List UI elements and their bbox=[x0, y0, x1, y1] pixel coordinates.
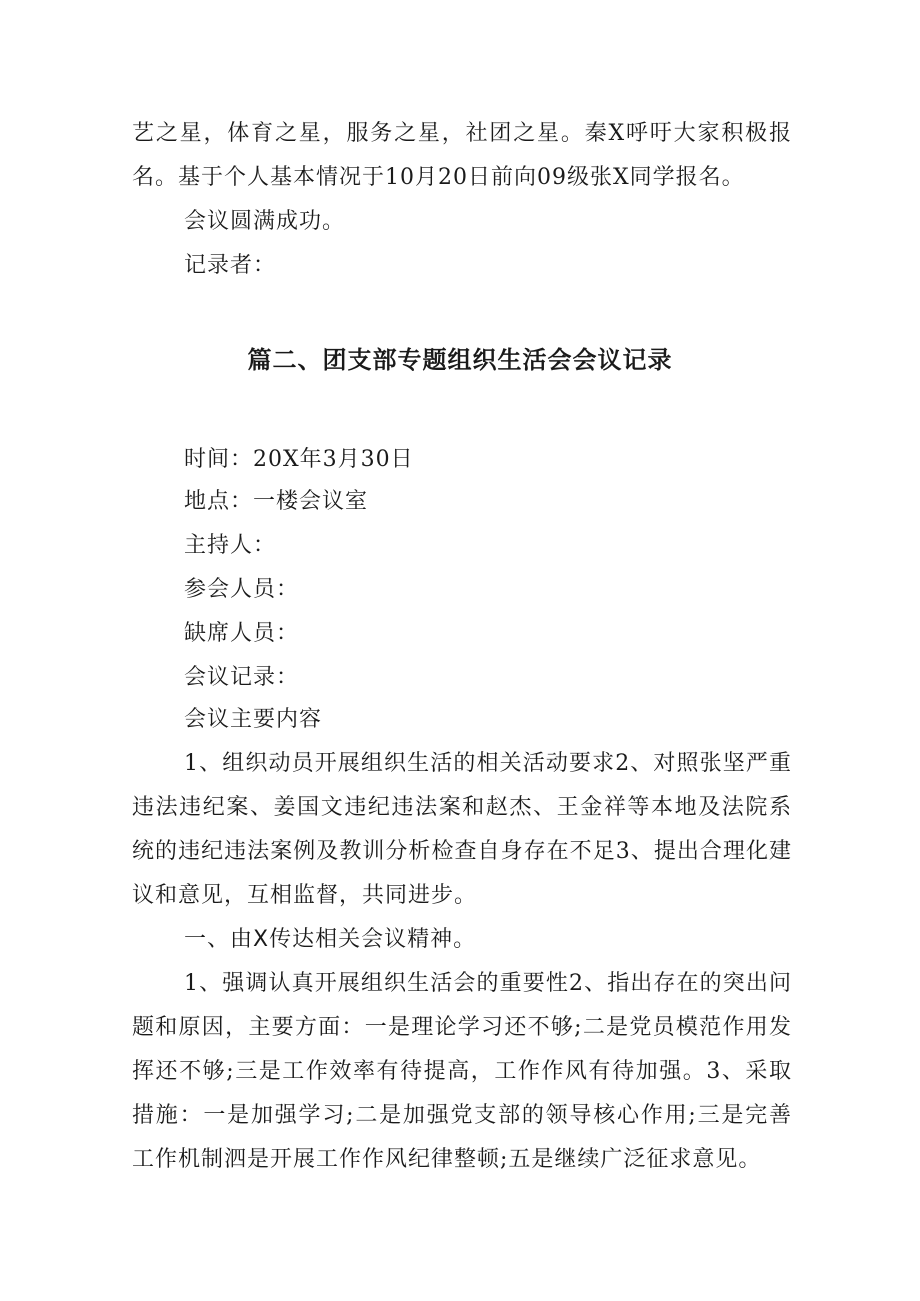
host-line: 主持人： bbox=[184, 533, 277, 558]
absent-line: 缺席人员： bbox=[184, 621, 300, 646]
heading-one: 一、由X传达相关会议精神。 bbox=[184, 927, 477, 952]
place-line: 地点：一楼会议室 bbox=[184, 489, 369, 514]
recorder-line: 记录者： bbox=[184, 253, 277, 278]
continuation-paragraph: 艺之星，体育之星，服务之星，社团之星。秦X呼吁大家积极报名。基于个人基本情况于10月20日前向09级张X同学报名。 bbox=[132, 121, 792, 190]
attendees-line: 参会人员： bbox=[184, 577, 300, 602]
main-content-line: 会议主要内容 bbox=[184, 707, 323, 732]
section-title: 篇二、团支部专题组织生活会会议记录 bbox=[247, 346, 673, 374]
minutes-line: 会议记录： bbox=[184, 665, 300, 690]
time-line: 时间：20X年3月30日 bbox=[184, 447, 414, 472]
heading-one-paragraph: 1、强调认真开展组织生活会的重要性2、指出存在的突出问题和原因，主要方面：一是理论学习还不够;二是党员模范作用发挥还不够;三是工作效率有待提高，工作作风有待加强。3、采取措施：一是加强学习;二是加强党支部的领导核心作用;三是完善工作机制泗是开展工作作风纪律整顿;五是继续广泛征求意见。 bbox=[132, 971, 792, 1172]
agenda-paragraph: 1、组织动员开展组织生活的相关活动要求2、对照张坚严重违法违纪案、姜国文违纪违法案和赵杰、王金祥等本地及法院系统的违纪违法案例及教训分析检查自身存在不足3、提出合理化建议和意见，互相监督，共同进步。 bbox=[132, 751, 792, 908]
success-line: 会议圆满成功。 bbox=[184, 209, 346, 234]
